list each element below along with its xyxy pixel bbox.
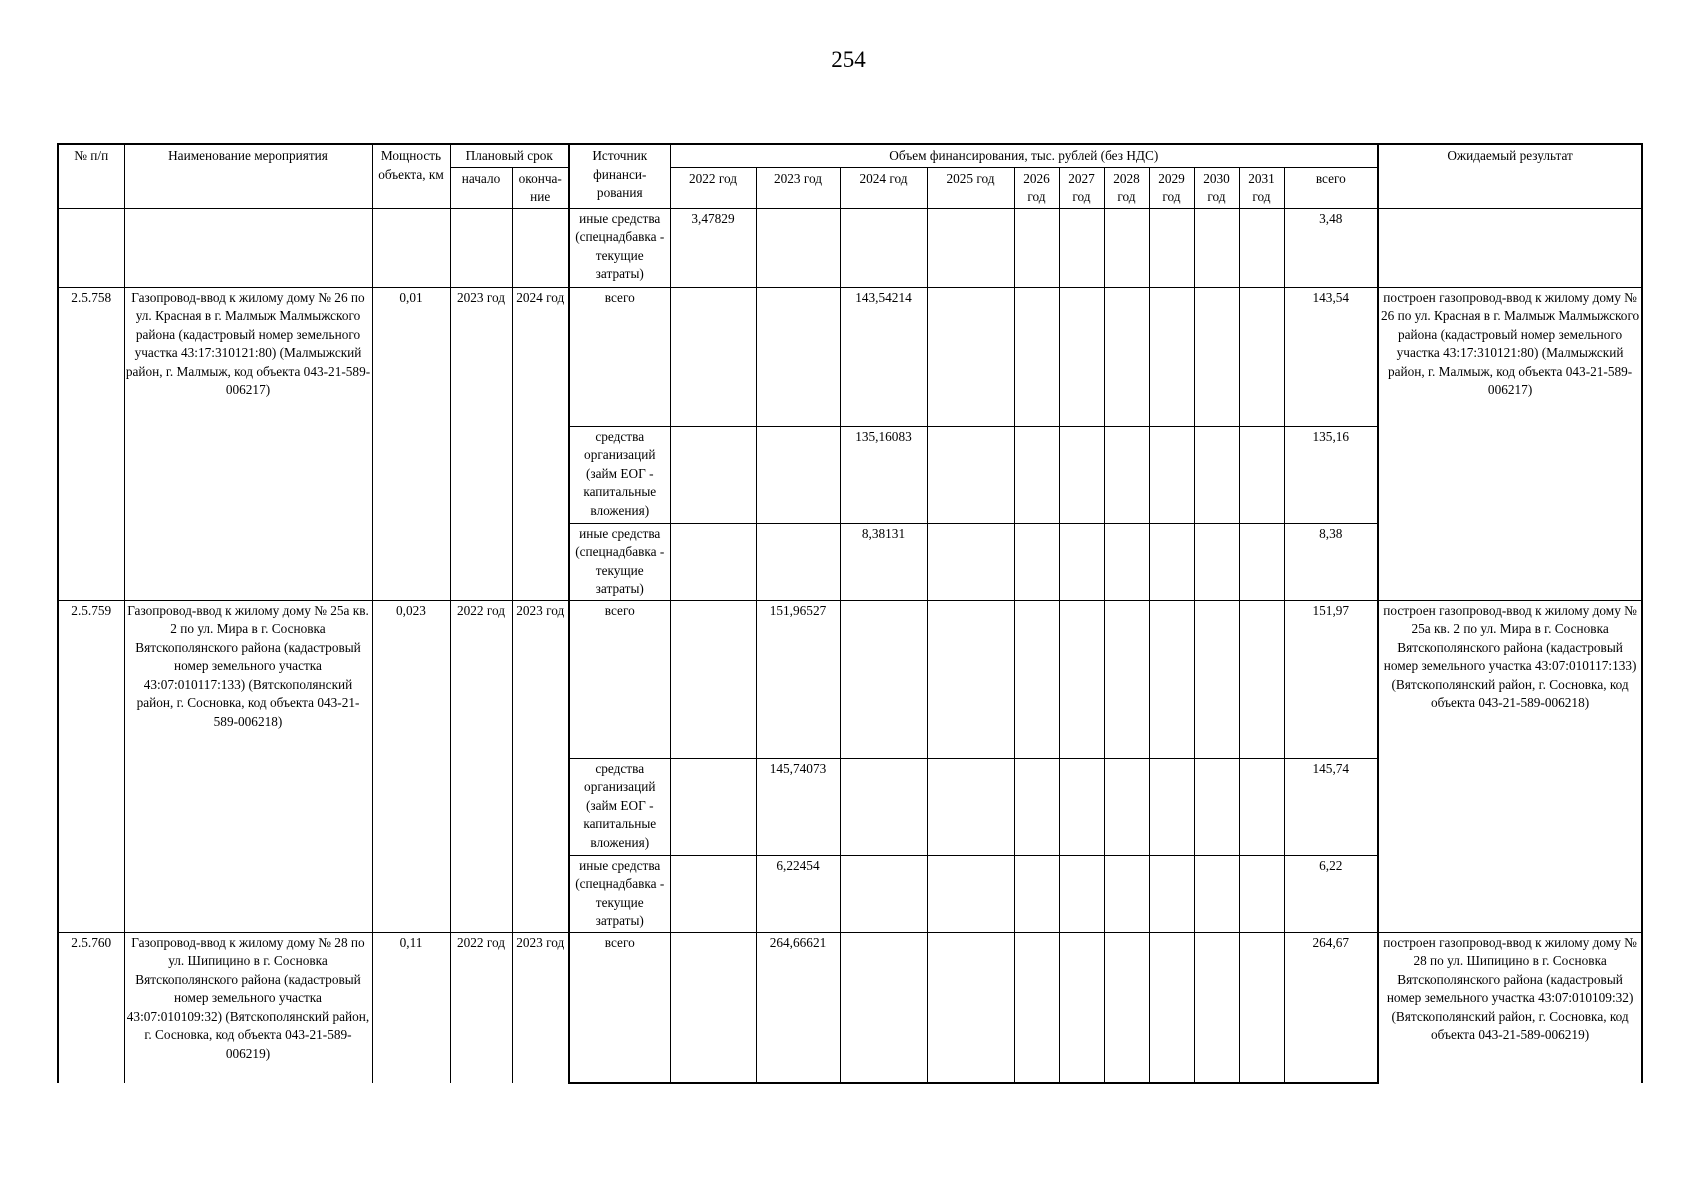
financing-table <box>57 143 1643 1084</box>
item-start: 2023 год <box>450 287 512 600</box>
header-total: всего <box>1284 167 1378 208</box>
header-year-2025: 2025 год <box>927 167 1014 208</box>
item-end: 2023 год <box>512 932 569 1083</box>
header-year-2027: 2027 год <box>1059 167 1104 208</box>
item-start: 2022 год <box>450 600 512 932</box>
source-cell: иные средства (спецнадбавка - текущие затраты) <box>569 855 670 932</box>
value-cell: 143,54214 <box>840 287 927 426</box>
header-capacity: Мощность объекта, км <box>372 144 450 208</box>
value-cell: 264,66621 <box>756 932 840 1083</box>
value-cell <box>756 426 840 523</box>
header-year-2031: 2031 год <box>1239 167 1284 208</box>
total-cell: 151,97 <box>1284 600 1378 758</box>
item-capacity: 0,01 <box>372 287 450 600</box>
source-cell: всего <box>569 600 670 758</box>
item-number: 2.5.759 <box>58 600 124 932</box>
total-cell: 6,22 <box>1284 855 1378 932</box>
item-result: построен газопровод-ввод к жилому дому № 25а кв. 2 по ул. Мира в г. Сосновка Вятскополянского района (кадастровый номер земельного участка 43:07:010117:133) (Вятскополянский район, г. Сосновка, код объекта 043-21-589-006218) <box>1378 600 1642 932</box>
header-year-2028: 2028 год <box>1104 167 1149 208</box>
item-start: 2022 год <box>450 932 512 1083</box>
source-cell: средства организаций (займ ЕОГ - капитальные вложения) <box>569 426 670 523</box>
header-result: Ожидаемый результат <box>1378 144 1642 208</box>
header-volume: Объем финансирования, тыс. рублей (без НДС) <box>670 144 1378 167</box>
header-term: Плановый срок <box>450 144 569 167</box>
item-result: построен газопровод-ввод к жилому дому № 28 по ул. Шипицино в г. Сосновка Вятскополянского района (кадастровый номер земельного участка 43:07:010109:32) (Вятскополянский район, г. Сосновка, код объекта 043-21-589-006219) <box>1378 932 1642 1083</box>
value-cell: 135,16083 <box>840 426 927 523</box>
header-year-2024: 2024 год <box>840 167 927 208</box>
header-term-start: начало <box>450 167 512 208</box>
value-cell <box>756 287 840 426</box>
total-cell: 143,54 <box>1284 287 1378 426</box>
value-cell <box>840 932 927 1083</box>
value-cell <box>840 600 927 758</box>
item-result: построен газопровод-ввод к жилому дому № 26 по ул. Красная в г. Малмыж Малмыжского района (кадастровый номер земельного участка 43:17:310121:80) (Малмыжский район, г. Малмыж, код объекта 043-21-589-006217) <box>1378 287 1642 600</box>
header-term-end: оконча-ние <box>512 167 569 208</box>
value-cell: 6,22454 <box>756 855 840 932</box>
source-cell: всего <box>569 932 670 1083</box>
table-row <box>58 932 1642 1083</box>
item-end: 2024 год <box>512 287 569 600</box>
header-year-2026: 2026 год <box>1014 167 1059 208</box>
item-name: Газопровод-ввод к жилому дому № 26 по ул. Красная в г. Малмыж Малмыжского района (кадастровый номер земельного участка 43:17:310121:80) (Малмыжский район, г. Малмыж, код объекта 043-21-589-006217) <box>124 287 372 600</box>
header-source: Источник финанси-рования <box>569 144 670 208</box>
item-name: Газопровод-ввод к жилому дому № 25а кв. 2 по ул. Мира в г. Сосновка Вятскополянского района (кадастровый номер земельного участка 43:07:010117:133) (Вятскополянский район, г. Сосновка, код объекта 043-21-589-006218) <box>124 600 372 932</box>
total-cell: 8,38 <box>1284 523 1378 600</box>
total-cell: 145,74 <box>1284 758 1378 855</box>
table-row <box>58 600 1642 758</box>
item-number: 2.5.758 <box>58 287 124 600</box>
header-year-2030: 2030 год <box>1194 167 1239 208</box>
total-cell: 3,48 <box>1284 208 1378 287</box>
value-cell <box>840 758 927 855</box>
value-cell: 3,47829 <box>670 208 756 287</box>
total-cell: 264,67 <box>1284 932 1378 1083</box>
table-row <box>58 287 1642 426</box>
item-name: Газопровод-ввод к жилому дому № 28 по ул. Шипицино в г. Сосновка Вятскополянского района (кадастровый номер земельного участка 43:07:010109:32) (Вятскополянский район, г. Сосновка, код объекта 043-21-589-006219) <box>124 932 372 1083</box>
item-capacity: 0,023 <box>372 600 450 932</box>
total-cell: 135,16 <box>1284 426 1378 523</box>
value-cell: 145,74073 <box>756 758 840 855</box>
source-cell: средства организаций (займ ЕОГ - капитальные вложения) <box>569 758 670 855</box>
item-end: 2023 год <box>512 600 569 932</box>
header-year-2023: 2023 год <box>756 167 840 208</box>
source-cell: иные средства (спецнадбавка - текущие затраты) <box>569 523 670 600</box>
page-number: 254 <box>831 47 866 72</box>
header-name: Наименование мероприятия <box>124 144 372 208</box>
header-year-2022: 2022 год <box>670 167 756 208</box>
item-capacity: 0,11 <box>372 932 450 1083</box>
value-cell <box>840 855 927 932</box>
table-row <box>58 208 1642 287</box>
value-cell: 8,38131 <box>840 523 927 600</box>
value-cell: 151,96527 <box>756 600 840 758</box>
header-num: № п/п <box>58 144 124 208</box>
source-cell: иные средства (спецнадбавка - текущие затраты) <box>569 208 670 287</box>
item-number: 2.5.760 <box>58 932 124 1083</box>
header-year-2029: 2029 год <box>1149 167 1194 208</box>
value-cell <box>756 523 840 600</box>
source-cell: всего <box>569 287 670 426</box>
